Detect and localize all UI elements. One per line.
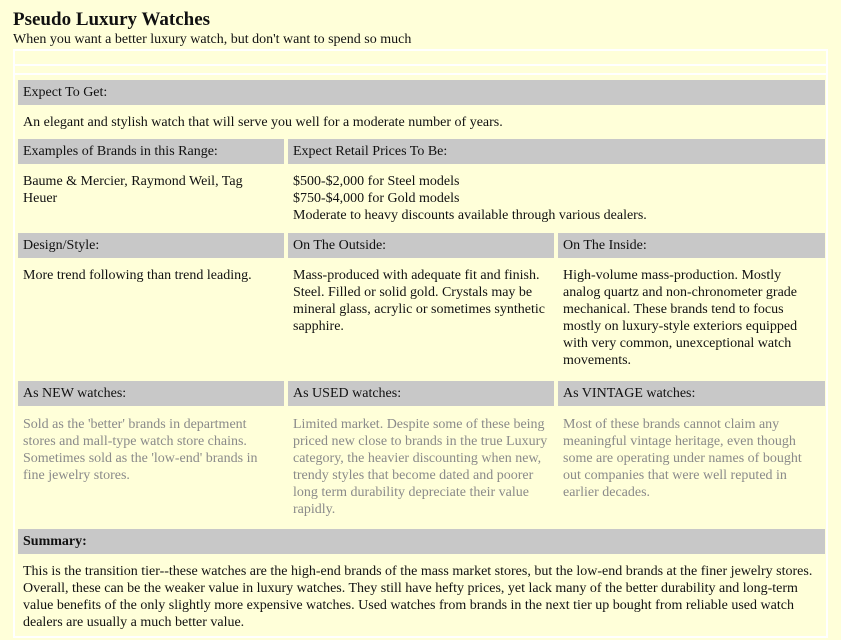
- expect-label: Expect To Get:: [18, 80, 825, 105]
- design-label: Design/Style:: [18, 233, 284, 258]
- prices-label: Expect Retail Prices To Be:: [288, 139, 825, 164]
- page-header: [13, 9, 411, 48]
- design-text: More trend following than trend leading.: [23, 268, 252, 283]
- new-watches-label: As NEW watches:: [18, 381, 284, 406]
- summary-label: Summary:: [18, 529, 825, 554]
- price-steel: $500-$2,000 for Steel models: [293, 174, 460, 189]
- page-subtitle: When you want a better luxury watch, but don't want to spend so much: [13, 32, 412, 47]
- used-watches-label: As USED watches:: [288, 381, 554, 406]
- vintage-watches-label: As VINTAGE watches:: [558, 381, 825, 406]
- summary-text: This is the transition tier--these watches are the high-end brands of the mass market stores, but the low-end brands at the finer jewelry stores. Overall, these can be the weaker value in luxury watches. They still have hefty prices, yet lack many of the better durability and long-term value benefits of the only slightly more expensive watches. Used watches from brands in the next tier up bought from reliable used watch dealers are usually a much better value.: [23, 564, 813, 630]
- prices-text: [288, 169, 825, 229]
- expect-text: An elegant and stylish watch that will serve you well for a moderate number of years.: [23, 115, 503, 130]
- outside-text: Mass-produced with adequate fit and finish. Steel. Filled or solid gold. Crystals may be mineral glass, acrylic or sometimes synthetic sapphire.: [293, 268, 545, 334]
- page-title: Pseudo Luxury Watches: [13, 9, 211, 30]
- used-watches-text: Limited market. Despite some of these being priced new close to brands in the true Luxury category, the heavier discounting when new, trendy styles that become dated and poorer long term durability depreciate their value rapidly.: [293, 417, 548, 517]
- brands-label: Examples of Brands in this Range:: [18, 139, 284, 164]
- frame-divider-top-2: [13, 73, 828, 75]
- price-gold: $750-$4,000 for Gold models: [293, 191, 460, 206]
- price-discount-note: Moderate to heavy discounts available through various dealers.: [293, 208, 647, 223]
- outside-label: On The Outside:: [288, 233, 554, 258]
- vintage-watches-text: Most of these brands cannot claim any meaningful vintage heritage, even though some are operating under names of bought out companies that were well reputed in earlier decades.: [563, 417, 802, 500]
- brands-text: Baume & Mercier, Raymond Weil, Tag Heuer: [23, 174, 243, 206]
- new-watches-text: Sold as the 'better' brands in department stores and mall-type watch store chains. Sometimes sold as the 'low-end' brands in fine jewelry stores.: [23, 417, 258, 483]
- inside-label: On The Inside:: [558, 233, 825, 258]
- frame-divider-top: [13, 64, 828, 66]
- inside-text: High-volume mass-production. Mostly analog quartz and non-chronometer grade mechanical. These brands tend to focus mostly on luxury-style exteriors equipped with very common, unexceptional watch movements.: [563, 268, 798, 368]
